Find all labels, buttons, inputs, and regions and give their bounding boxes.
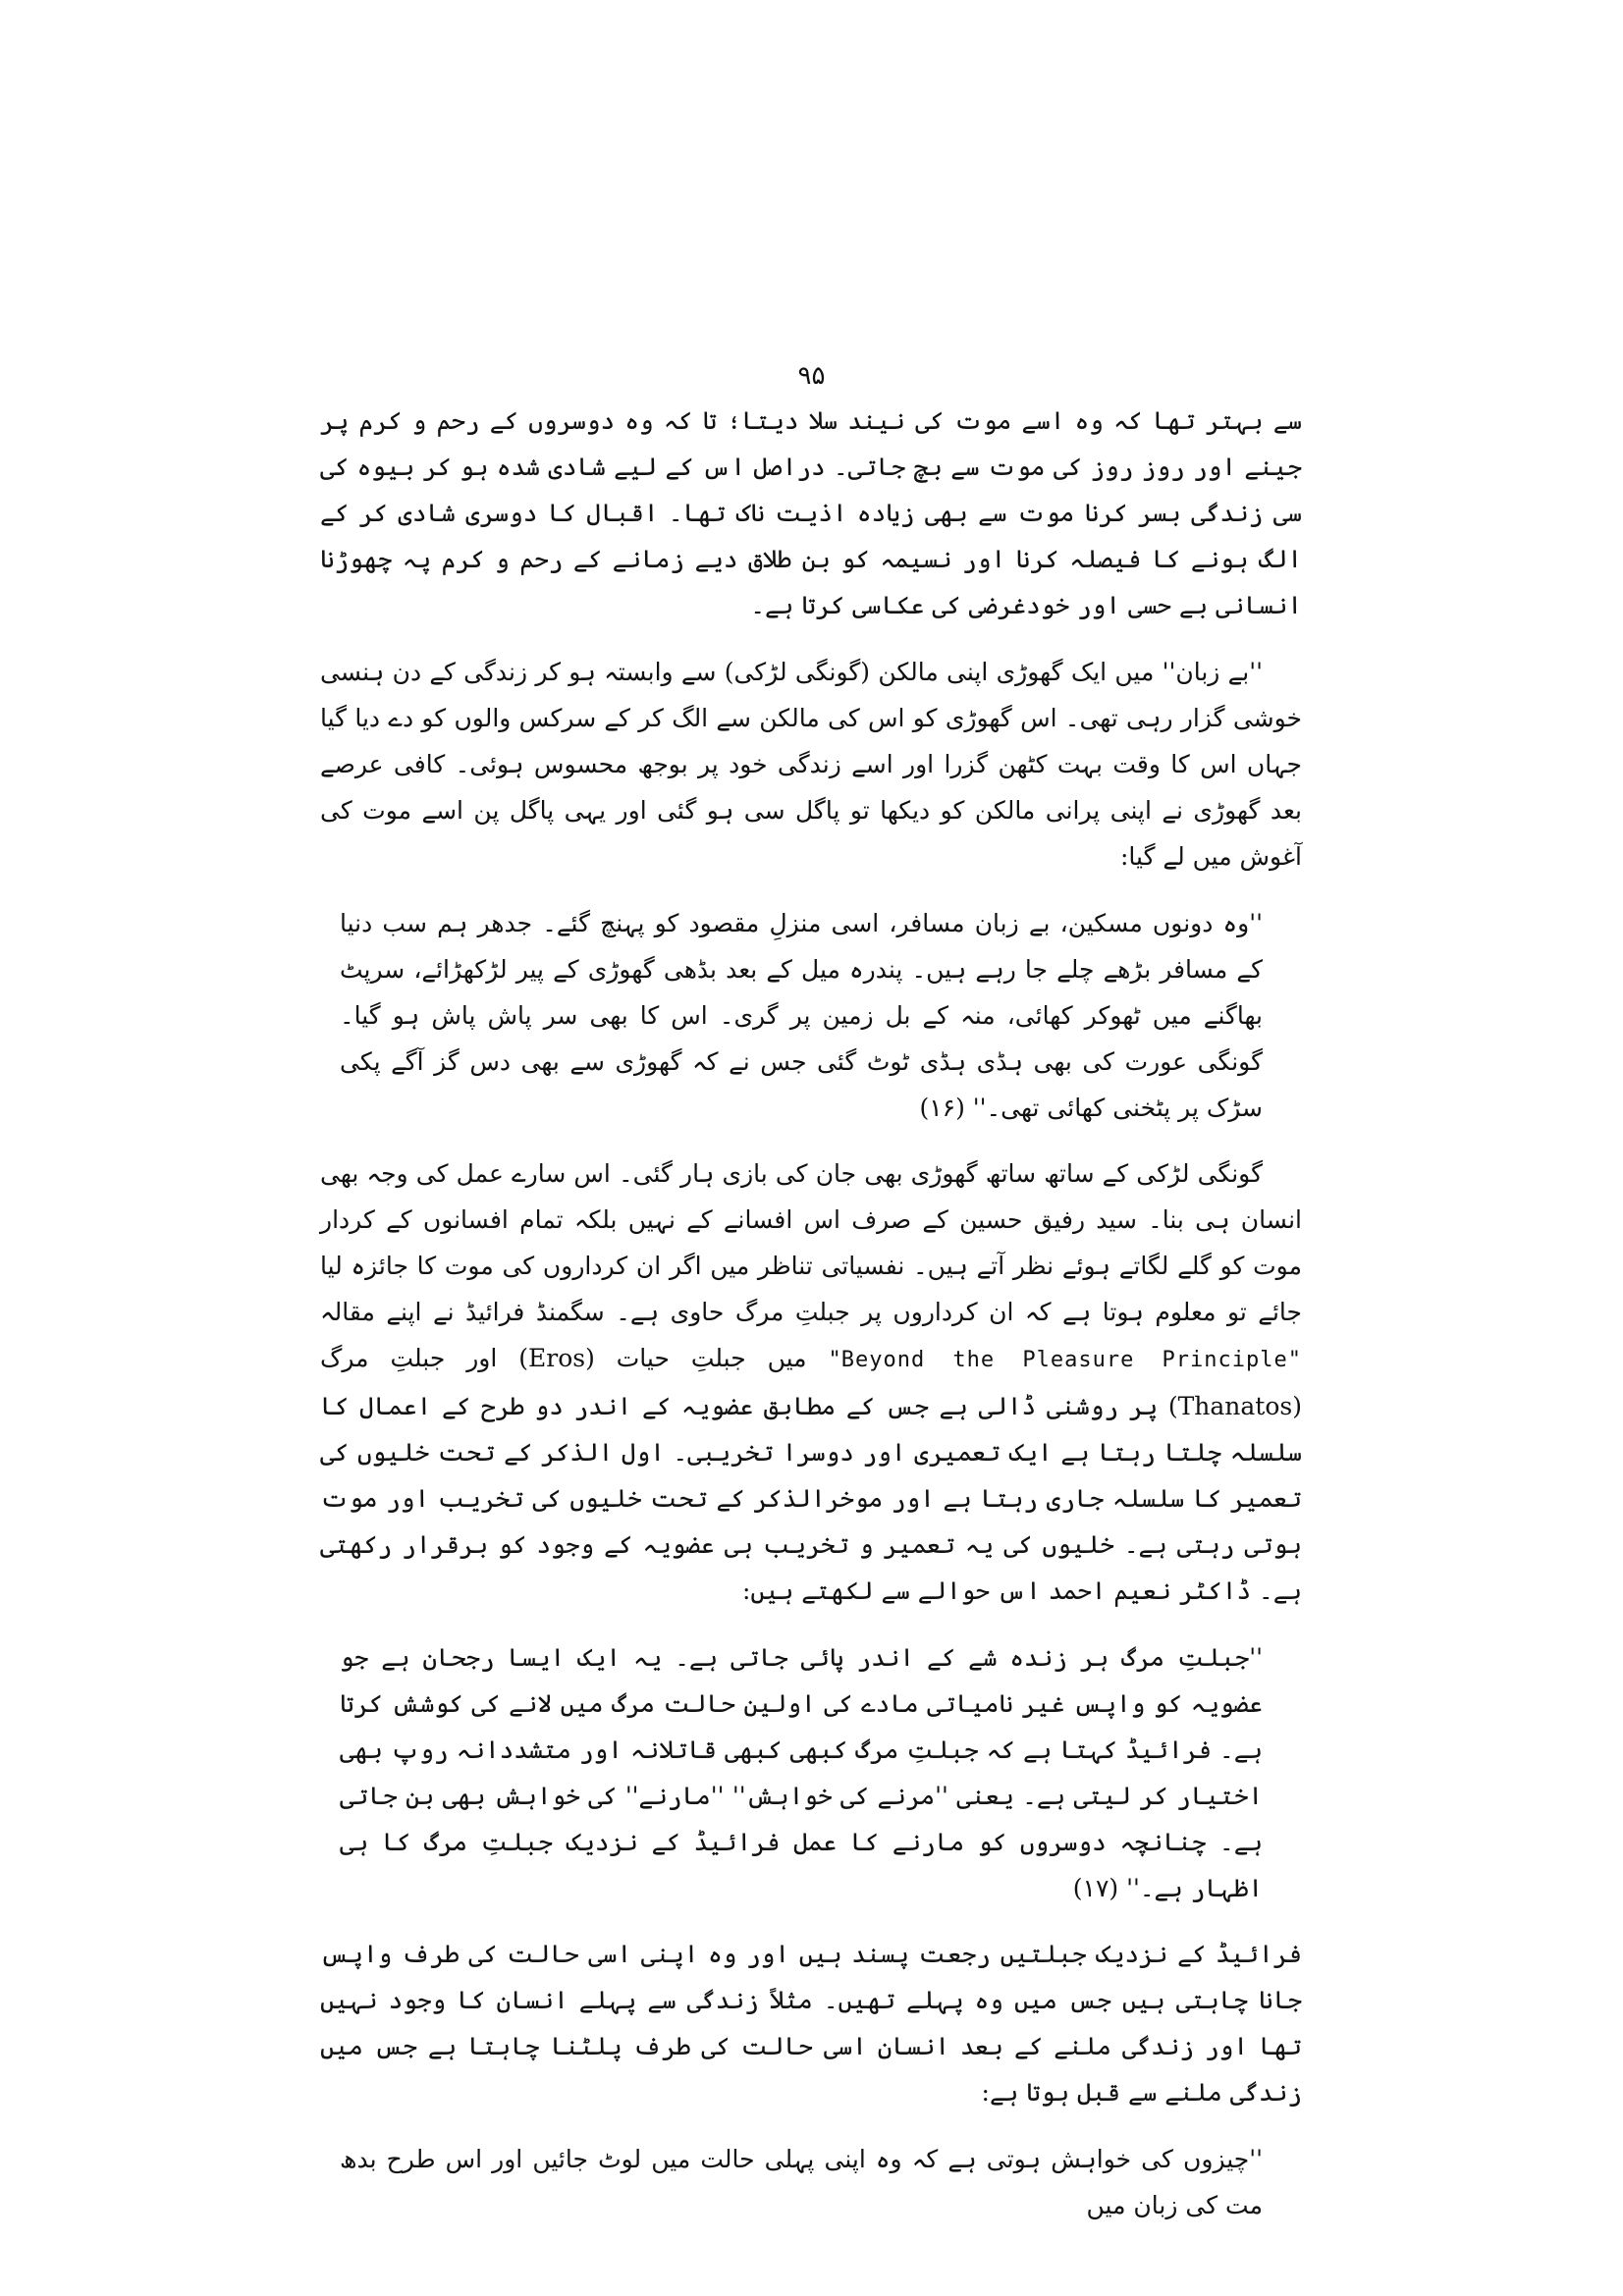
page-number: ۹۵: [797, 361, 826, 391]
paragraph-2: ''بے زبان'' میں ایک گھوڑی اپنی مالکن (گونگی لڑکی) سے وابستہ ہو کر زندگی کے دن ہنسی خوشی گزار رہی تھی۔ اس گھوڑی کو اس کی مالکن سے الگ کر کے سرکس والوں کو دے دیا گیا جہاں اس کا وقت بہت کٹھن گزرا اور اسے زندگی خود پر بوجھ محسوس ہوئی۔ کافی عرصے بعد گھوڑی نے اپنی پرانی مالکن کو دیکھا تو پاگل سی ہو گئی اور یہی پاگل پن اسے موت کی آغوش میں لے گیا:: [320, 658, 1302, 871]
page-body: [320, 398, 1302, 2248]
paragraph-3: [320, 1150, 1302, 1614]
paragraph-4: فرائیڈ کے نزدیک جبلتیں رجعت پسند ہیں اور وہ اپنی اسی حالت کی طرف واپس جانا چاہتی ہیں جس میں وہ پہلے تھیں۔ مثلاً زندگی سے پہلے انسان کا وجود نہیں تھا اور زندگی ملنے کے بعد انسان اسی حالت کی طرف پلٹنا چاہتا ہے جس میں زندگی ملنے سے قبل ہوتا ہے:: [320, 1940, 1302, 2107]
paragraph-1: سے بہتر تھا کہ وہ اسے موت کی نیند سلا دیتا؛ تا کہ وہ دوسروں کے رحم و کرم پر جینے اور روز روز کی موت سے بچ جاتی۔ دراصل اس کے لیے شادی شدہ ہو کر بیوہ کی سی زندگی بسر کرنا موت سے بھی زیادہ اذیت ناک تھا۔ اقبال کا دوسری شادی کر کے الگ ہونے کا فیصلہ کرنا اور نسیمہ کو بن طلاق دیے زمانے کے رحم و کرم پہ چھوڑنا انسانی بے حسی اور خودغرضی کی عکاسی کرتا ہے۔: [320, 406, 1302, 619]
english-title: "Beyond the Pleasure Principle": [828, 1348, 1302, 1372]
block-quote-3: ''چیزوں کی خواہش ہوتی ہے کہ وہ اپنی پہلی حالت میں لوٹ جائیں اور اس طرح بدھ مت کی زبان میں: [340, 2145, 1263, 2219]
block-quote-1: ''وہ دونوں مسکین، بے زبان مسافر، اسی منزلِ مقصود کو پہنچ گئے۔ جدھر ہم سب دنیا کے مسافر بڑھے چلے جا رہے ہیں۔ پندرہ میل کے بعد بڈھی گھوڑی کے پیر لڑکھڑائے، سرپٹ بھاگنے میں ٹھوکر کھائی، منہ کے بل زمین پر گری۔ اس کا بھی سر پاش پاش ہو گیا۔ گونگی عورت کی بھی ہڈی ہڈی ٹوٹ گئی جس نے کہ گھوڑی سے بھی دس گز آگے پکی سڑک پر پٹخنی کھائی تھی۔'' (۱۶): [340, 909, 1263, 1122]
paragraph-3-part-1: گونگی لڑکی کے ساتھ ساتھ گھوڑی بھی جان کی بازی ہار گئی۔ اس سارے عمل کی وجہ بھی انسان ہی بنا۔ سید رفیق حسین کے صرف اس افسانے کے نہیں بلکہ تمام افسانوں کے کردار موت کو گلے لگاتے ہوئے نظر آتے ہیں۔ نفسیاتی تناظر میں اگر ان کرداروں کی موت کا جائزہ لیا جائے تو معلوم ہوتا ہے کہ ان کرداروں پر جبلتِ مرگ حاوی ہے۔ سگمنڈ فرائیڈ نے اپنے مقالہ: [320, 1159, 1302, 1326]
block-quote-2: ''جبلتِ مرگ ہر زندہ شے کے اندر پائی جاتی ہے۔ یہ ایک ایسا رجحان ہے جو عضویہ کو واپس غیر نامیاتی مادے کی اولین حالت مرگ میں لانے کی کوشش کرتا ہے۔ فرائیڈ کہتا ہے کہ جبلتِ مرگ کبھی کبھی قاتلانہ اور متشددانہ روپ بھی اختیار کر لیتی ہے۔ یعنی ''مرنے کی خواہش'' ''مارنے'' کی خواہش بھی بن جاتی ہے۔ چنانچہ دوسروں کو مارنے کا عمل فرائیڈ کے نزدیک جبلتِ مرگ کا ہی اظہار ہے۔'' (۱۷): [340, 1643, 1263, 1902]
paragraph-3-part-2: میں جبلتِ حیات (Eros) اور جبلتِ مرگ (Thanatos) پر روشنی ڈالی ہے جس کے مطابق عضویہ کے اندر دو طرح کے اعمال کا سلسلہ چلتا رہتا ہے ایک تعمیری اور دوسرا تخریبی۔ اول الذکر کے تحت خلیوں کی تعمیر کا سلسلہ جاری رہتا ہے اور موخرالذکر کے تحت خلیوں کی تخریب اور موت ہوتی رہتی ہے۔ خلیوں کی یہ تعمیر و تخریب ہی عضویہ کے وجود کو برقرار رکھتی ہے۔ ڈاکٹر نعیم احمد اس حوالے سے لکھتے ہیں:: [320, 1344, 1302, 1605]
